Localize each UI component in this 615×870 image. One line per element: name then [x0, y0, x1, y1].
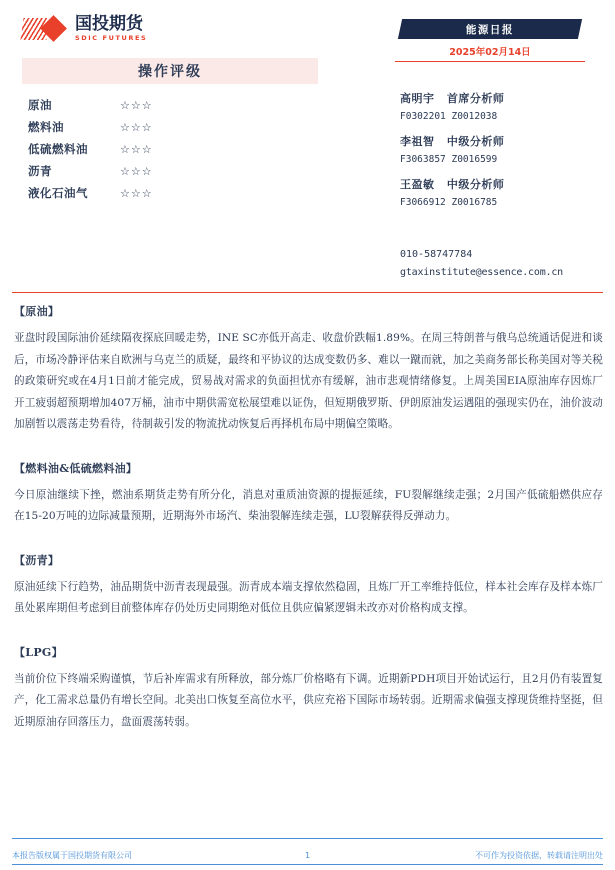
date-divider: [395, 61, 585, 62]
header-divider: [12, 292, 603, 293]
logo-mark-icon: [22, 16, 70, 42]
footer-copyright: 本报告版权属于国投期货有限公司: [12, 850, 132, 860]
report-header: [0, 0, 615, 288]
analyst-entry: [400, 133, 600, 149]
report-body: [14, 303, 603, 751]
section-fuel-oil: [14, 460, 603, 528]
rating-row: [28, 182, 328, 204]
footer-page-number: 1: [304, 850, 311, 860]
rating-row: [28, 138, 328, 160]
analyst-role: 首席分析师: [446, 92, 505, 105]
rating-row: [28, 94, 328, 116]
rating-product-name: 沥青: [28, 164, 52, 178]
rating-stars: ☆☆☆: [120, 142, 153, 156]
analyst-license-code: F0302201 Z0012038: [400, 111, 498, 122]
section-lpg: [14, 644, 603, 734]
analyst-name: 高明宇: [400, 92, 435, 105]
analyst-role: 中级分析师: [446, 178, 505, 191]
section-crude-oil: [14, 303, 603, 436]
rating-stars: ☆☆☆: [120, 186, 153, 200]
logo-wordmark: [75, 16, 147, 42]
analyst-name: 王盈敏: [400, 178, 435, 191]
company-logo: [22, 16, 147, 42]
footer-divider-bottom: [12, 864, 603, 865]
section-title: 【燃料油&低硫燃料油】: [14, 461, 138, 475]
rating-stars: ☆☆☆: [120, 164, 153, 178]
report-footer: [12, 845, 603, 865]
section-body: 亚盘时段国际油价延续隔夜探底回暖走势，INE SC亦低开高走、收盘价跌幅1.89%。在周三特朗普与俄乌总统通话促进和谈后，市场冷静评估来自欧洲与乌克兰的质疑，最终和平协议的达成变数仍多、难以一蹴而就，加之美商务部长称美国对等关税的政策研究或在4月1日前才能完成，贸易战对需求的负面担忧亦有缓解，油市悲观情绪修复。上周美国EIA原油库存因炼厂开工疲弱超预期增加407万桶，油市中期供需宽松展望难以证伪，但短期俄罗斯、伊朗原油发运遇阻的强现实仍在，油价波动加剧暂以震荡走势看待，待制裁引发的物流扰动恢复后再择机布局中期偏空策略。: [14, 332, 603, 430]
analyst-entry: [400, 90, 600, 106]
contact-phone: 010-58747784: [400, 249, 473, 260]
report-type-label: 能源日报: [466, 23, 514, 36]
contact-email[interactable]: gtaxinstitute@essence.com.cn: [400, 267, 563, 278]
analyst-name: 李祖智: [400, 135, 435, 148]
rating-row: [28, 116, 328, 138]
rating-stars: ☆☆☆: [120, 120, 153, 134]
footer-divider-top: [12, 838, 603, 839]
report-type-banner: [398, 19, 582, 39]
section-title: 【LPG】: [14, 645, 63, 659]
rating-product-name: 液化石油气: [28, 186, 88, 200]
logo-name-cn: 国投期货: [75, 14, 143, 35]
analyst-license-code: F3066912 Z0016785: [400, 197, 498, 208]
rating-title-bar: [22, 58, 318, 84]
analyst-list: [400, 90, 600, 219]
rating-product-name: 燃料油: [28, 120, 64, 134]
report-date: 2025年02月14日: [449, 47, 531, 58]
logo-name-en: SDIC FUTURES: [75, 34, 148, 43]
rating-product-name: 低硫燃料油: [28, 142, 88, 156]
section-body: 当前价位下终端采购谨慎，节后补库需求有所释放，部分炼厂价格略有下调。近期新PDH项目开始试运行，且2月仍有装置复产，化工需求总量仍有增长空间。北美出口恢复至高位水平，供应充裕下国际市场转弱。近期需求偏强支撑现货维持坚挺，但近期原油存回落压力，盘面震荡转弱。: [14, 672, 603, 728]
footer-disclaimer: 不可作为投资依据，转载请注明出处: [475, 850, 603, 860]
section-bitumen: [14, 552, 603, 620]
analyst-role: 中级分析师: [446, 135, 505, 148]
rating-title-label: 操作评级: [138, 64, 202, 80]
section-body: 原油延续下行趋势，油品期货中沥青表现最强。沥青成本端支撑依然稳固，且炼厂开工率维持低位，样本社会库存及样本炼厂虽处累库期但考虑到目前整体库存仍处历史同期绝对低位且供应偏紧逻辑未改亦对价格构成支撑。: [14, 580, 603, 614]
section-title: 【原油】: [14, 305, 60, 318]
rating-stars: ☆☆☆: [120, 98, 153, 112]
rating-row: [28, 160, 328, 182]
section-body: 今日原油继续下挫，燃油系期货走势有所分化，消息对重质油资源的提振延续，FU裂解继续走强；2月国产低硫船燃供应存在15-20万吨的边际减量预期，近期海外市场汽、柴油裂解连续走强，LU裂解获得反弹动力。: [14, 488, 603, 522]
rating-product-name: 原油: [28, 98, 52, 112]
section-title: 【沥青】: [14, 553, 60, 567]
analyst-entry: [400, 176, 600, 192]
rating-list: [28, 94, 328, 204]
analyst-license-code: F3063857 Z0016599: [400, 154, 498, 165]
